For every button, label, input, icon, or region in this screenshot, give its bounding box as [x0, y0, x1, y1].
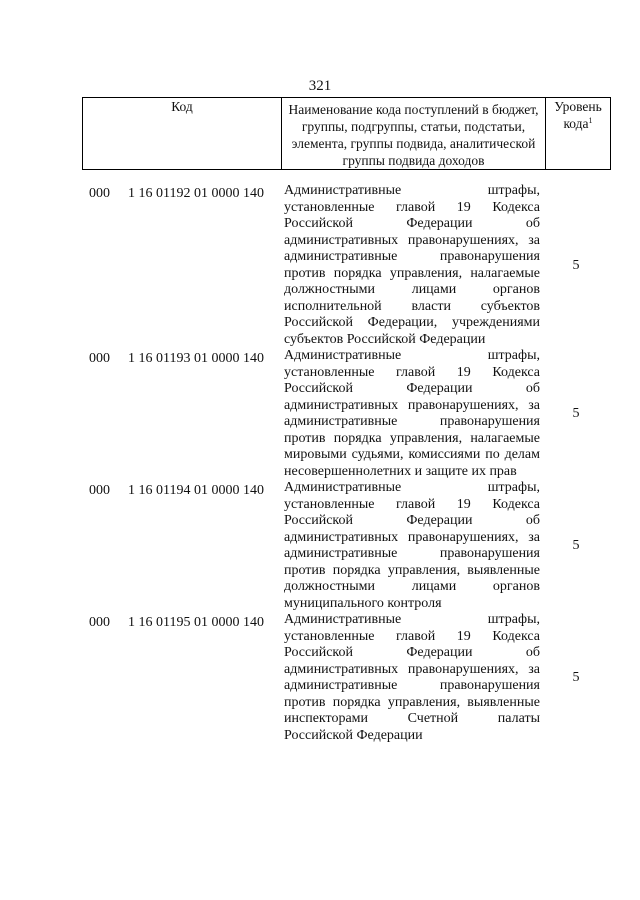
row-description: Административные штрафы, установленные главой 19 Кодекса Российской Федерации об административных правонарушениях, за административные правонарушения против порядка управления, выявленные инспекторами Счетной палаты Российской Федерации — [284, 612, 540, 743]
row-admin-code: 000 — [89, 483, 110, 498]
row-income-code: 1 16 01195 01 0000 140 — [128, 615, 264, 630]
header-level — [546, 98, 611, 170]
row-income-code: 1 16 01194 01 0000 140 — [128, 483, 264, 498]
table-row — [0, 348, 640, 480]
header-name-label: Наименование кода поступлений в бюджет, группы, подгруппы, статьи, подстатьи, элемента, группы подвида, аналитической группы подвида доходов — [288, 102, 539, 168]
row-income-code: 1 16 01192 01 0000 140 — [128, 186, 264, 201]
table-row — [0, 612, 640, 744]
row-level: 5 — [572, 405, 580, 421]
row-admin-code: 000 — [89, 351, 110, 366]
row-level: 5 — [572, 537, 580, 553]
header-level-label: Уровень кода — [554, 99, 602, 131]
header-name — [282, 98, 546, 170]
row-level: 5 — [572, 257, 580, 273]
table-header — [82, 97, 611, 170]
income-code-list — [0, 183, 640, 744]
page-number: 321 — [308, 78, 332, 94]
table-row — [0, 183, 640, 348]
header-code — [83, 98, 282, 170]
header-code-label: Код — [171, 99, 193, 114]
header-level-footnote: 1 — [588, 116, 593, 125]
row-level: 5 — [572, 669, 580, 685]
row-description: Административные штрафы, установленные главой 19 Кодекса Российской Федерации об административных правонарушениях, за административные правонарушения против порядка управления, выявленные должностными лицами органов муниципального контроля — [284, 480, 540, 611]
row-admin-code: 000 — [89, 615, 110, 630]
row-description: Административные штрафы, установленные главой 19 Кодекса Российской Федерации об административных правонарушениях, за административные правонарушения против порядка управления, налагаемые мировыми судьями, комиссиями по делам несовершеннолетних и защите их прав — [284, 348, 540, 479]
row-income-code: 1 16 01193 01 0000 140 — [128, 351, 264, 366]
row-description: Административные штрафы, установленные главой 19 Кодекса Российской Федерации об административных правонарушениях, за административные правонарушения против порядка управления, налагаемые должностными лицами органов исполнительной власти субъектов Российской Федерации, учреждениями субъектов Российской Федерации — [284, 183, 540, 347]
table-row — [0, 480, 640, 612]
row-admin-code: 000 — [89, 186, 110, 201]
